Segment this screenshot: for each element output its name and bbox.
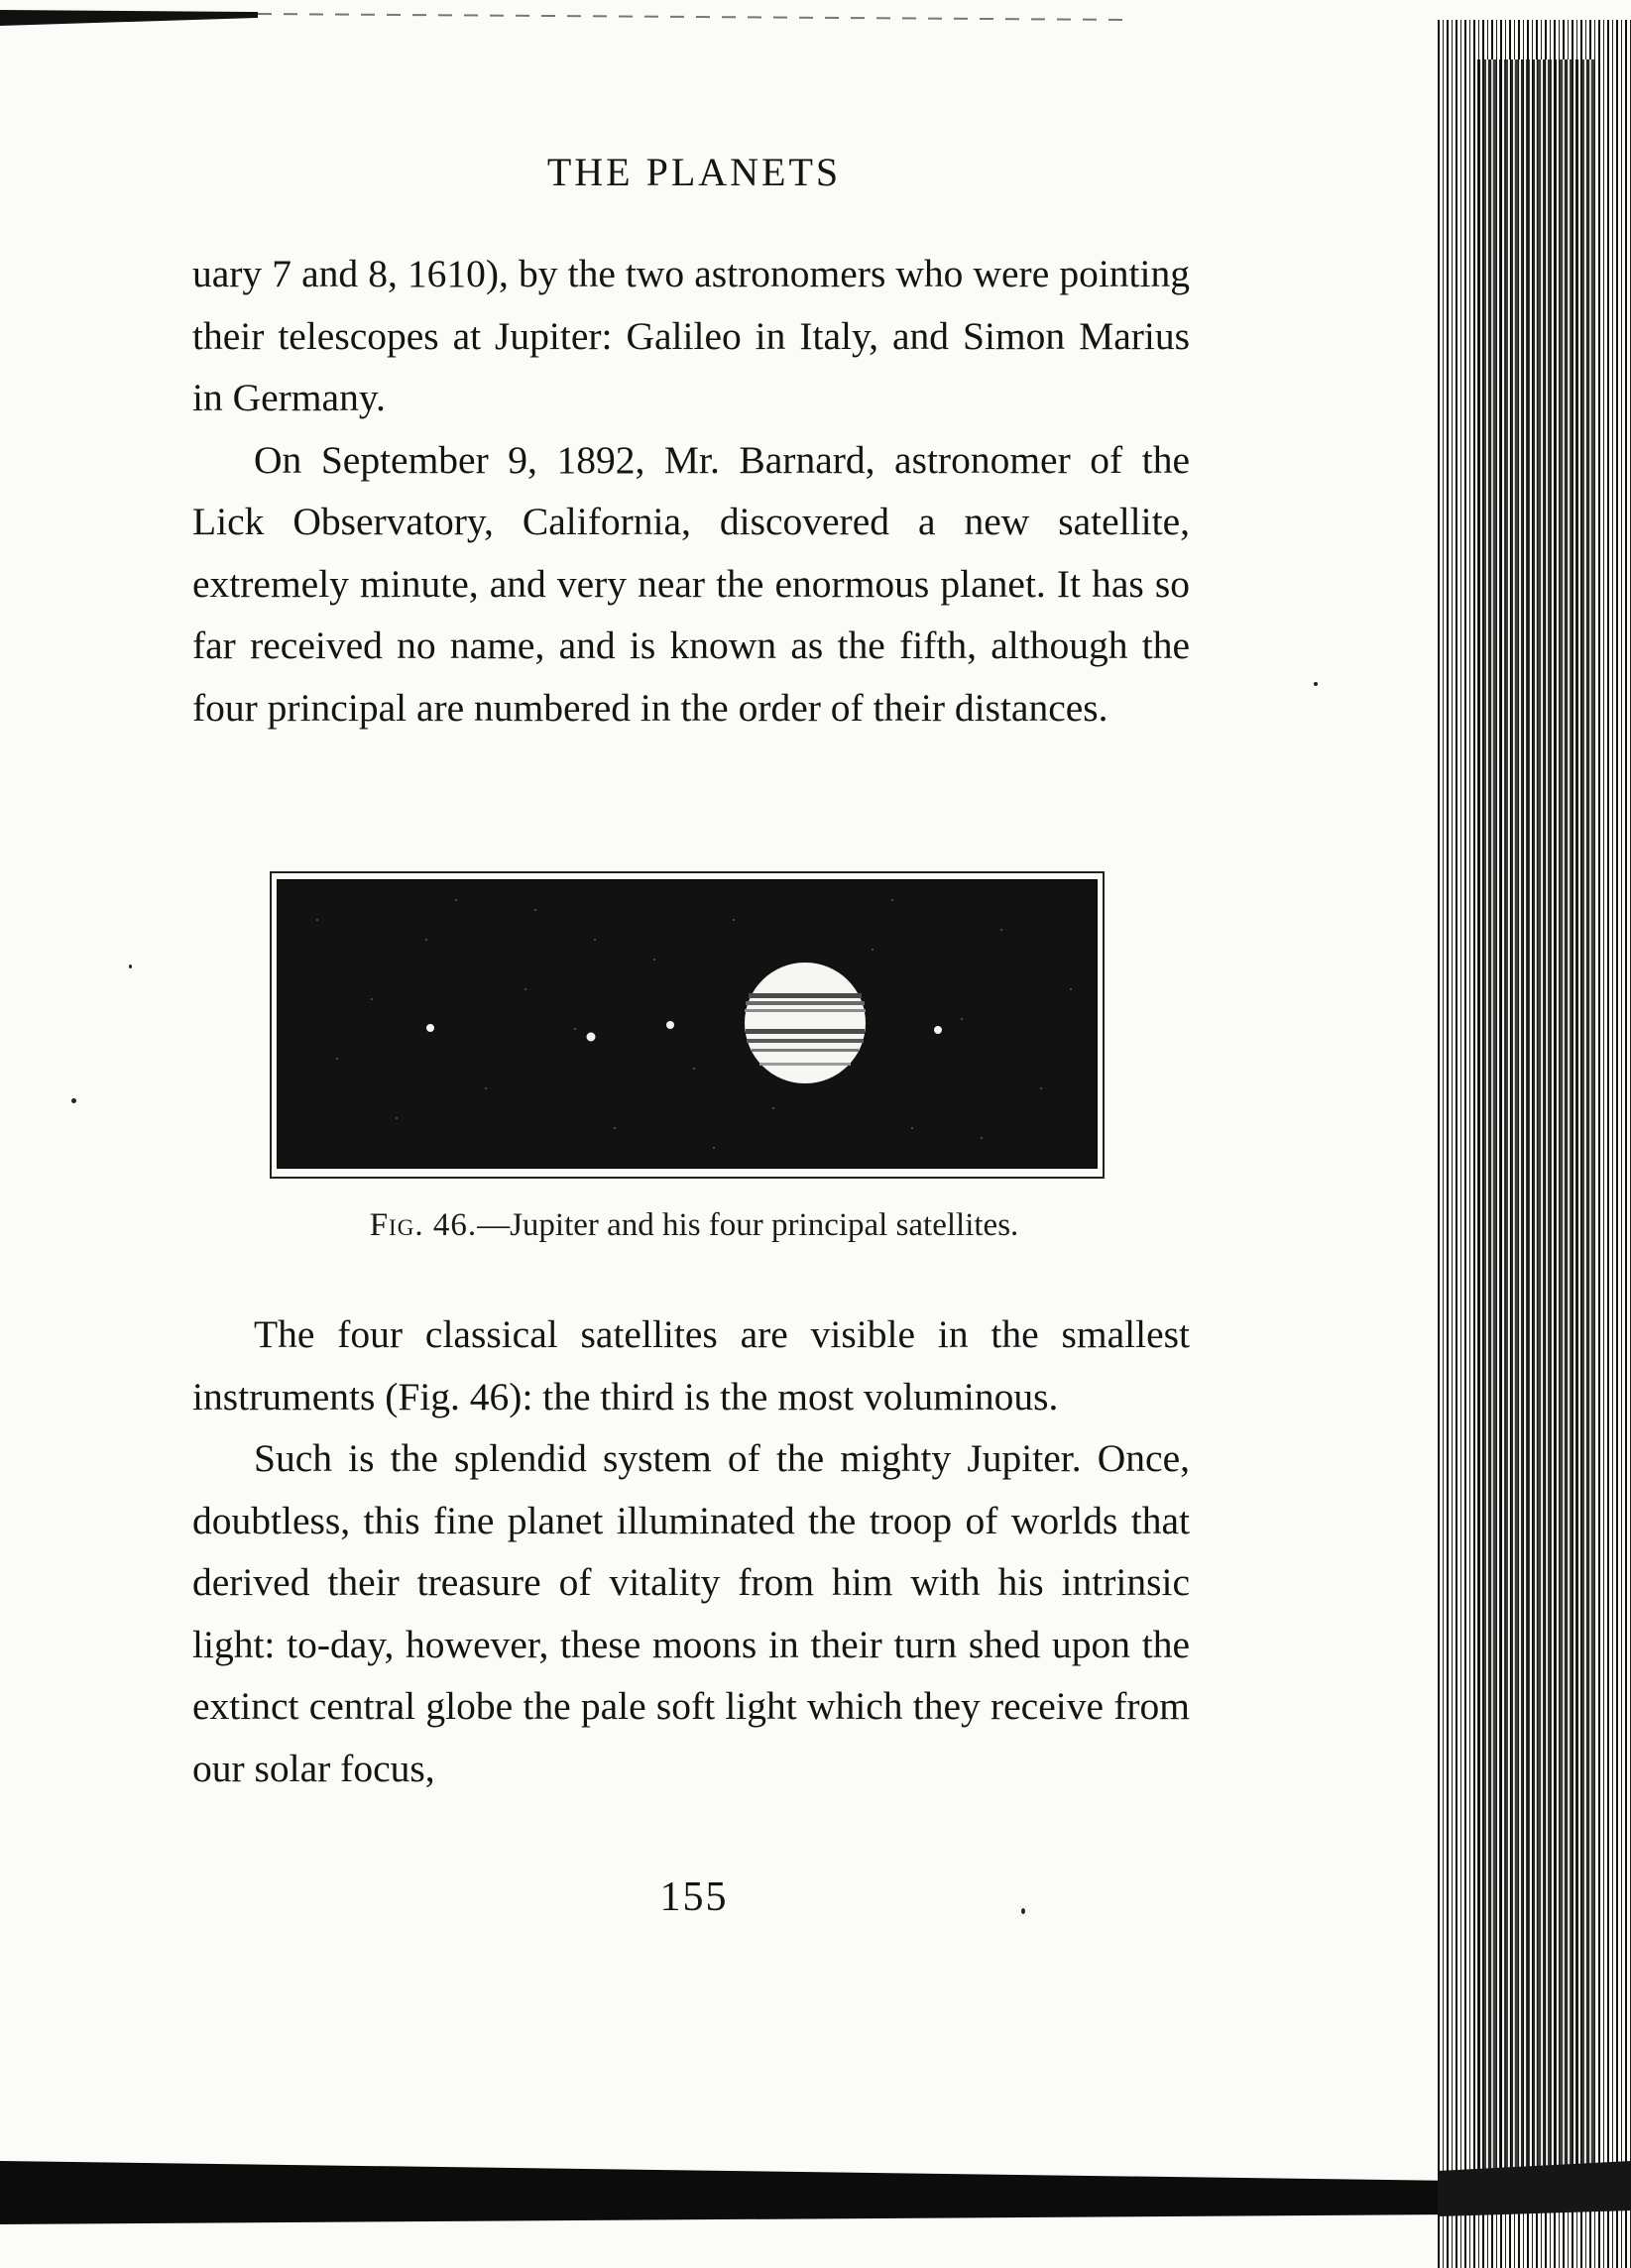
scan-bottom-edge <box>0 2161 1631 2268</box>
figure-caption-text: —Jupiter and his four principal satellites. <box>477 1207 1019 1243</box>
scan-speck <box>71 1098 76 1103</box>
satellite-1-mark <box>426 1024 434 1032</box>
satellite-2-mark <box>587 1033 596 1042</box>
paragraph: The four classical satellites are visible in the smallest instruments (Fig. 46): the third is the most voluminous. <box>192 1312 1190 1418</box>
scan-speck <box>1314 682 1318 686</box>
star-field <box>316 899 1072 1149</box>
book-page-edges-dark <box>1477 59 1596 2181</box>
paragraph: On September 9, 1892, Mr. Barnard, astronomer of the Lick Observatory, California, discovered a new satellite, extremely minute, and very near the enormous planet. It has so far received no name, and is known as the fifth, although the four principal are numbered in the order of their distances. <box>192 437 1190 730</box>
scan-speck <box>129 964 132 968</box>
paragraph-continued: uary 7 and 8, 1610), by the two astronomers who were pointing their telescopes at Jupiter: Galileo in Italy, and Simon Marius in Germany. <box>192 252 1190 419</box>
scan-top-edge <box>0 0 1631 40</box>
figure-caption <box>0 1207 1388 1244</box>
jupiter-disk <box>745 963 866 1083</box>
figure-46 <box>270 871 1105 1179</box>
running-head: THE PLANETS <box>546 150 842 194</box>
figure-label: Fig. 46. <box>369 1207 478 1243</box>
satellite-4-mark <box>934 1026 942 1034</box>
jupiter-illustration <box>277 879 1098 1169</box>
paragraph: Such is the splendid system of the mighty Jupiter. Once, doubtless, this fine planet illuminated the troop of worlds that derived their treasure of vitality from him with his intrinsic light: to-day, however, these moons in their turn shed upon the extinct central globe the pale soft light which they receive from our solar focus, <box>192 1436 1190 1790</box>
body-text-top <box>192 243 1190 738</box>
satellite-3-mark <box>666 1021 674 1029</box>
jupiter-satellites-drawing <box>278 880 1097 1168</box>
body-text-bottom <box>192 1304 1190 1799</box>
page-number: 155 <box>659 1874 729 1920</box>
